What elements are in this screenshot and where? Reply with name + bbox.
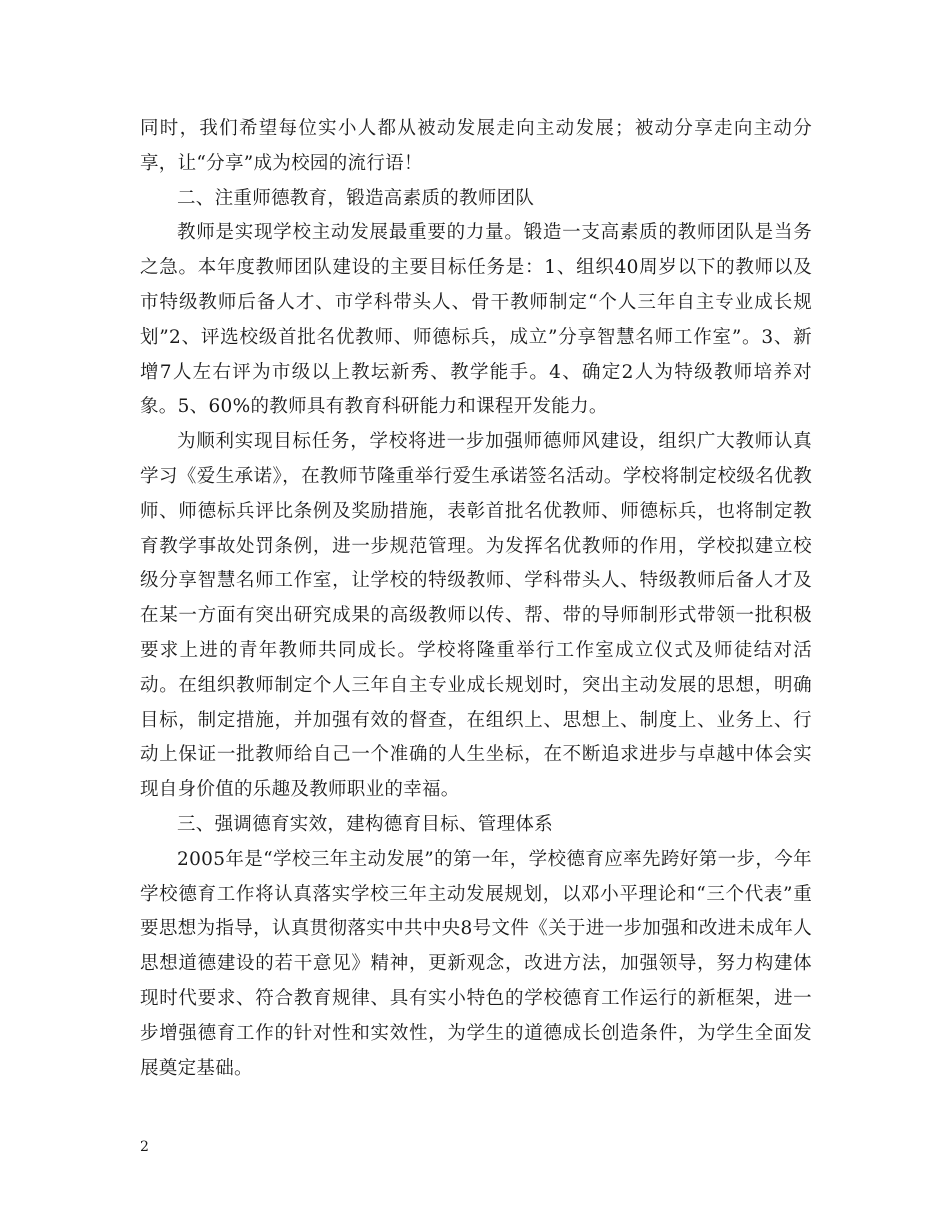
section-heading-teacher-ethics: 二、注重师德教育，锻造高素质的教师团队 xyxy=(177,187,535,209)
paragraph-ethics-measures: 为顺利实现目标任务，学校将进一步加强师德师风建设，组织广大教师认真学习《爱生承诺》，在教师节隆重举行爱生承诺签名活动。学校将制定校级名优教师、师德标兵评比条例及奖励措施，表彰首批名优教师、师德标兵，也将制定教育教学事故处罚条例，进一步规范管理。为发挥名优教师的作用，学校拟建立校级分享智慧名师工作室，让学校的特级教师、学科带头人、特级教师后备人才及在某一方面有突出研究成果的高级教师以传、帮、带的导师制形式带领一批积极要求上进的青年教师共同成长。学校将隆重举行工作室成立仪式及师徒结对活动。在组织教师制定个人三年自主专业成长规划时，突出主动发展的思想，明确目标，制定措施，并加强有效的督查，在组织上、思想上、制度上、业务上、行动上保证一批教师给自己一个准确的人生坐标，在不断追求进步与卓越中体会实现自身价值的乐趣及教师职业的幸福。 xyxy=(140,431,812,801)
page-number: 2 xyxy=(140,1139,149,1155)
paragraph-moral-education-plan: 2005年是“学校三年主动发展”的第一年，学校德育应率先跨好第一步，今年学校德育工作将认真落实学校三年主动发展规划，以邓小平理论和“三个代表”重要思想为指导，认真贯彻落实中共中央8号文件《关于进一步加强和改进未成年人思想道德建设的若干意见》精神，更新观念，改进方法，加强领导，努力构建体现时代要求、符合教育规律、具有实小特色的学校德育工作运行的新框架，进一步增强德育工作的针对性和实效性，为学生的道德成长创造条件，为学生全面发展奠定基础。 xyxy=(140,848,812,1079)
paragraph-team-goals: 教师是实现学校主动发展最重要的力量。锻造一支高素质的教师团队是当务之急。本年度教师团队建设的主要目标任务是：1、组织40周岁以下的教师以及市特级教师后备人才、市学科带头人、骨干教师制定“个人三年自主专业成长规划”2、评选校级首批名优教师、师德标兵，成立”分享智慧名师工作室”。3、新增7人左右评为市级以上教坛新秀、教学能手。4、确定2人为特级教师培养对象。5、60%的教师具有教育科研能力和课程开发能力。 xyxy=(140,222,812,418)
section-heading-moral-education: 三、强调德育实效，建构德育目标、管理体系 xyxy=(177,813,554,835)
paragraph-continuation: 同时，我们希望每位实小人都从被动发展走向主动发展；被动分享走向主动分享，让“分享”成为校园的流行语！ xyxy=(140,118,812,174)
document-body xyxy=(140,112,812,1086)
